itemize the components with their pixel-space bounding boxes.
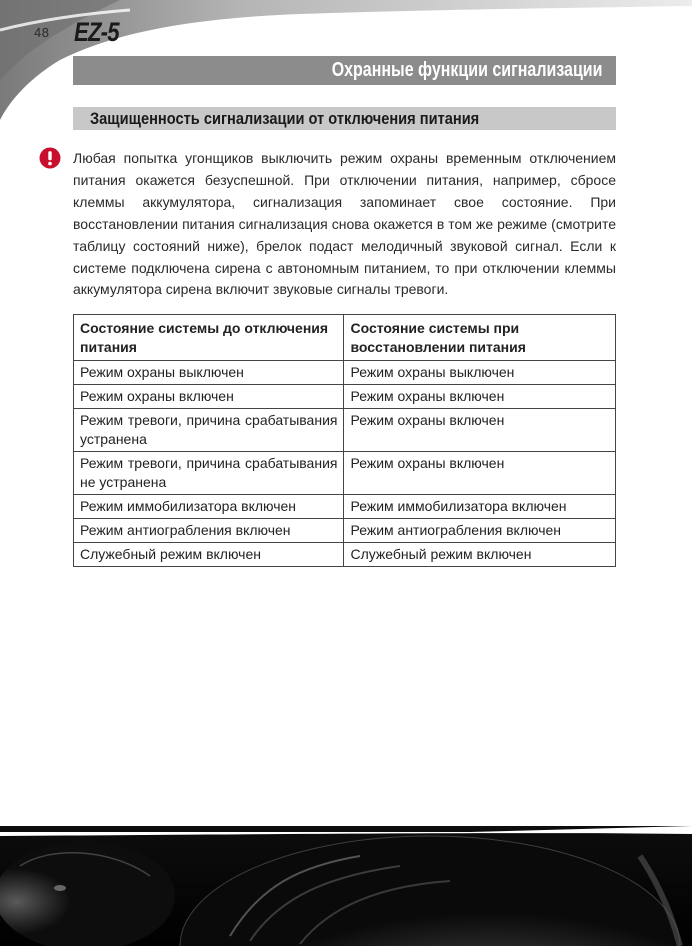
cell-after: Режим иммобилизатора включен	[344, 495, 616, 519]
warning-paragraph: Любая попытка угонщиков выключить режим охраны временным отключением питания окажется безуспешной. При отключении питания, например, сбросе клеммы аккумулятора, сигнализация запоминает свое состояние. При восстановлении питания сигнализация снова окажется в том же режиме (смотрите таблицу состояний ниже), брелок подаст мелодичный звуковой сигнал. Если к системе подключена сирена с автономным питанием, то при отключении клеммы аккумулятора сирена включит звуковые сигналы тревоги.	[73, 150, 616, 298]
column-header-after: Состояние системы при восстановлении питания	[344, 315, 616, 361]
cell-after: Режим охраны выключен	[344, 361, 616, 385]
section-title: Охранные функции сигнализации	[331, 59, 602, 81]
footer-panther-wheel-image	[0, 826, 692, 946]
exclamation-icon	[39, 147, 61, 169]
table-row	[74, 519, 616, 543]
table-row	[74, 543, 616, 567]
cell-before: Режим тревоги, причина срабатывания не устранена	[74, 452, 344, 495]
table-row	[74, 452, 616, 495]
subsection-header-bar	[73, 107, 616, 130]
table-row	[74, 495, 616, 519]
table-header-row	[74, 315, 616, 361]
cell-after: Режим антиограбления включен	[344, 519, 616, 543]
cell-after: Служебный режим включен	[344, 543, 616, 567]
page-number: 48	[34, 25, 50, 40]
cell-after: Режим охраны включен	[344, 452, 616, 495]
cell-after: Режим охраны включен	[344, 385, 616, 409]
table-row	[74, 409, 616, 452]
table-row	[74, 385, 616, 409]
cell-before: Режим иммобилизатора включен	[74, 495, 344, 519]
cell-after: Режим охраны включен	[344, 409, 616, 452]
column-header-before: Состояние системы до отключения питания	[74, 315, 344, 361]
cell-before: Режим антиограбления включен	[74, 519, 344, 543]
product-logo: EZ-5	[74, 17, 119, 47]
table-row	[74, 361, 616, 385]
cell-before: Режим тревоги, причина срабатывания устранена	[74, 409, 344, 452]
subsection-title: Защищенность сигнализации от отключения питания	[90, 109, 480, 128]
cell-before: Режим охраны выключен	[74, 361, 344, 385]
cell-before: Режим охраны включен	[74, 385, 344, 409]
cell-before: Служебный режим включен	[74, 543, 344, 567]
state-table	[73, 314, 616, 567]
section-header-bar	[73, 56, 616, 85]
